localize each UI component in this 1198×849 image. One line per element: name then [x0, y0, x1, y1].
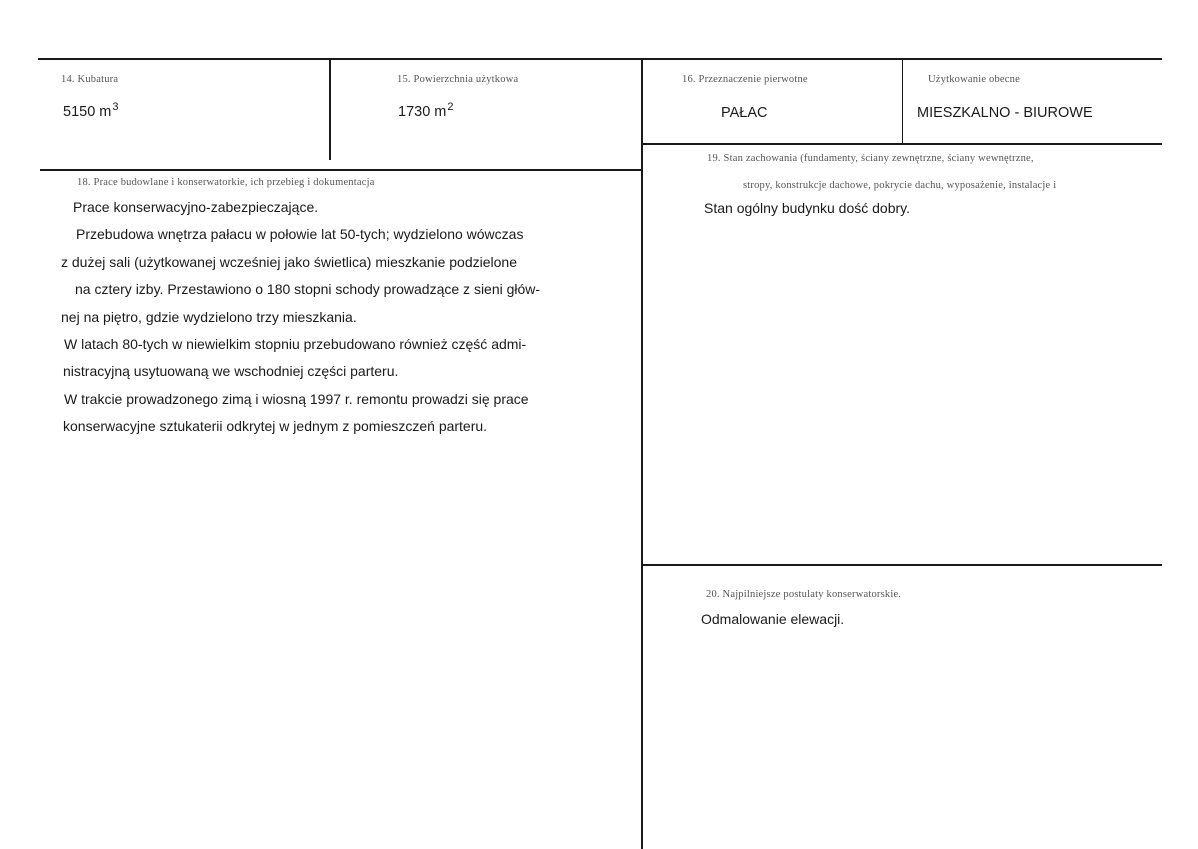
field-14-number: 5150 m [63, 104, 112, 120]
current-use-label: Użytkowanie obecne [928, 74, 1020, 85]
field-14-value [63, 101, 119, 120]
field-19-value: Stan ogólny budynku dość dobry. [704, 200, 910, 216]
field-16-value: PAŁAC [721, 105, 768, 121]
top-border-line [38, 58, 1162, 60]
field-18-text-line: W latach 80-tych w niewielkim stopniu przebudowano również część admi- [64, 336, 527, 352]
field-20-label: 20. Najpilniejsze postulaty konserwatorskie. [706, 589, 902, 600]
field-19-label-line-1: 19. Stan zachowania (fundamenty, ściany zewnętrzne, ściany wewnętrzne, [707, 153, 1034, 164]
field-14-label: 14. Kubatura [61, 74, 119, 85]
field-15-value [398, 101, 454, 120]
field-18-text-line: nej na piętro, gdzie wydzielono trzy mieszkania. [61, 309, 357, 325]
field-18-text-line: z dużej sali (użytkowanej wcześniej jako świetlica) mieszkanie podzielone [61, 254, 517, 270]
field-18-label: 18. Prace budowlane i konserwatorkie, ich przebieg i dokumentacja [77, 177, 375, 188]
field-15-number: 1730 m [398, 104, 447, 120]
field-18-text-line: Prace konserwacyjno-zabezpieczające. [73, 199, 319, 215]
right-top-row-bottom-line [642, 143, 1162, 145]
field-19-label-line-2: stropy, konstrukcje dachowe, pokrycie dachu, wyposażenie, instalacje i [743, 180, 1057, 191]
left-row-bottom-line [40, 169, 642, 171]
field-14-unit-exponent: 3 [112, 101, 119, 113]
divider-16-17 [902, 59, 903, 143]
field-15-unit-exponent: 2 [447, 101, 454, 113]
field-16-label: 16. Przeznaczenie pierwotne [682, 74, 808, 85]
field-18-text-line: konserwacyjne sztukaterii odkrytej w jednym z pomieszczeń parteru. [63, 418, 488, 434]
center-divider [641, 59, 643, 849]
field-20-value: Odmalowanie elewacji. [701, 611, 845, 627]
field-20-top-line [642, 564, 1162, 566]
divider-14-15 [329, 59, 331, 160]
current-use-value: MIESZKALNO - BIUROWE [917, 105, 1093, 121]
field-15-label: 15. Powierzchnia użytkowa [397, 74, 519, 85]
field-18-text-line: W trakcie prowadzonego zimą i wiosną 1997 r. remontu prowadzi się prace [64, 391, 529, 407]
field-18-text-line: nistracyjną usytuowaną we wschodniej części parteru. [63, 363, 399, 379]
field-18-text-line: Przebudowa wnętrza pałacu w połowie lat 50-tych; wydzielono wówczas [76, 226, 524, 242]
field-18-text-line: na cztery izby. Przestawiono o 180 stopni schody prowadzące z sieni głów- [75, 281, 541, 297]
